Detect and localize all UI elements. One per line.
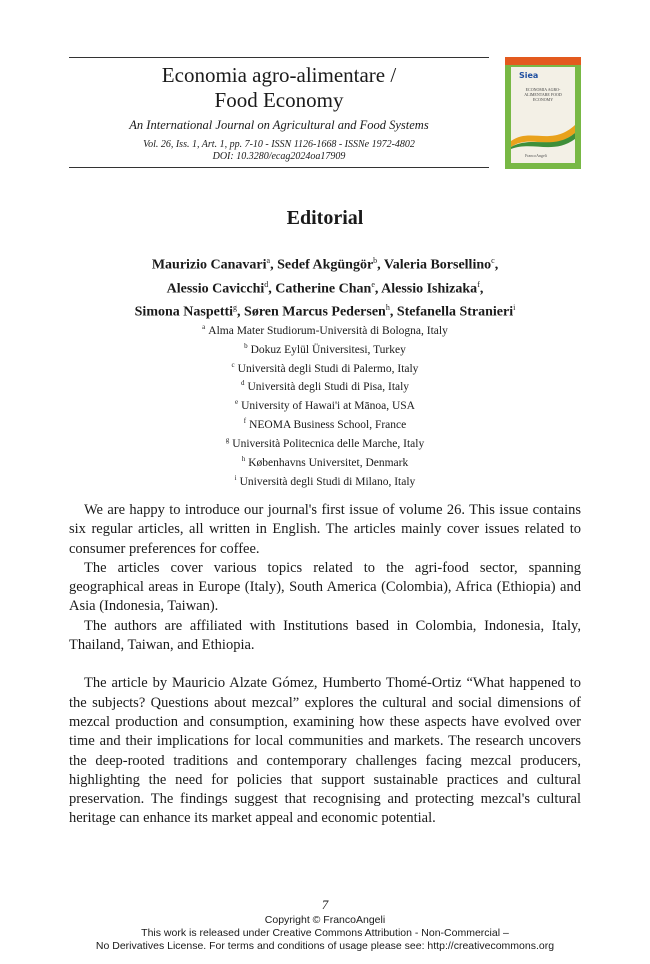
affiliation-item xyxy=(0,320,650,339)
author-name: Alessio Cavicchi xyxy=(166,281,265,297)
author-affiliation-marker: d xyxy=(264,279,269,289)
cover-logo: Siea xyxy=(519,71,539,80)
journal-title xyxy=(69,63,489,113)
affiliation-marker: c xyxy=(231,360,235,369)
affiliation-text: Università degli Studi di Pisa, Italy xyxy=(247,381,410,394)
affiliation-marker: b xyxy=(244,341,248,350)
body-paragraph: We are happy to introduce our journal's first issue of volume 26. This issue contains six regular articles, all written in English. The articles mainly cover issues related to consumer preferences for coffee. xyxy=(69,502,581,557)
affiliation-item xyxy=(0,395,650,414)
body-paragraph: The authors are affiliated with Institutions based in Colombia, Indonesia, Italy, Thailand, Taiwan, and Ethiopia. xyxy=(69,617,581,654)
author-affiliation-marker: b xyxy=(373,256,378,265)
license-footer xyxy=(0,914,650,953)
author-name: Alessio Ishizaka xyxy=(381,281,478,297)
author-affiliation-marker: f xyxy=(477,279,480,289)
journal-title-line1: Economia agro-alimentare / xyxy=(161,63,397,87)
page-number: 7 xyxy=(321,897,329,912)
affiliation-text: University of Hawai'i at Mānoa, USA xyxy=(241,400,415,413)
author-name: Valeria Borsellino xyxy=(383,257,492,273)
affiliation-item xyxy=(0,339,650,358)
body-paragraph: The articles cover various topics related to the agri-food sector, spanning geographical areas in Europe (Italy), South America (Colombia), Africa (Ethiopia) and Asia (Indonesia, Taiwan). xyxy=(69,559,581,615)
author-affiliation-marker: e xyxy=(371,279,375,289)
author-affiliation-marker: g xyxy=(233,303,238,313)
affiliation-text: Università degli Studi di Milano, Italy xyxy=(239,475,416,488)
header-top-rule xyxy=(69,57,489,58)
affiliation-text: Københavns Universitet, Denmark xyxy=(248,456,409,469)
header-bottom-rule xyxy=(69,167,489,168)
cover-panel xyxy=(511,67,575,163)
affiliation-marker: e xyxy=(234,398,239,407)
author-name: Søren Marcus Pedersen xyxy=(244,304,386,320)
affiliation-item xyxy=(0,452,650,471)
journal-subtitle: An International Journal on Agricultural and Food Systems xyxy=(129,118,429,132)
affiliation-marker: a xyxy=(202,323,206,331)
author-affiliation-marker: i xyxy=(513,303,516,313)
author-affiliation-marker: c xyxy=(491,256,495,265)
journal-header xyxy=(69,57,489,168)
body-paragraph: The article by Mauricio Alzate Gómez, Humberto Thomé-Ortiz “What happened to the subjects? Questions about mezcal” explores the cultural and social dimensions of mezcal production and consumption, examining how these aspects have evolved over time and their implications for local communities and markets. The research uncovers the deep-rooted traditions and contemporary challenges facing mezcal producers, highlighting the need for policies that support sustainable practices and cultural preservation. The findings suggest that recognising and protecting mezcal's cultural heritage can enhance its market appeal and economic potential. xyxy=(69,675,581,827)
affiliation-text: NEOMA Business School, France xyxy=(249,418,407,431)
journal-meta xyxy=(69,139,489,163)
article-body xyxy=(69,501,581,829)
affiliation-item xyxy=(0,414,650,433)
cover-top-band xyxy=(505,57,581,65)
affiliation-marker: g xyxy=(225,435,230,444)
cover-wave-graphic xyxy=(511,119,575,149)
author-affiliation-marker: a xyxy=(266,256,271,265)
author-name: Simona Naspetti xyxy=(134,304,234,320)
affiliation-marker: i xyxy=(234,473,237,482)
affiliation-list xyxy=(0,320,650,489)
journal-volume-issn: Vol. 26, Iss. 1, Art. 1, pp. 7-10 - ISSN 1126-1668 - ISSNe 1972-4802 xyxy=(143,139,415,150)
author-name: Stefanella Stranieri xyxy=(396,304,514,320)
affiliation-item xyxy=(0,358,650,377)
article-title: Editorial xyxy=(286,207,364,229)
affiliation-marker: f xyxy=(243,417,247,426)
journal-cover-image xyxy=(505,57,581,169)
journal-doi: DOI: 10.3280/ecag2024oa17909 xyxy=(212,151,346,162)
affiliation-text: Alma Mater Studiorum-Università di Bologna, Italy xyxy=(208,324,448,337)
author-affiliation-marker: h xyxy=(385,303,390,313)
affiliation-text: Università degli Studi di Palermo, Italy xyxy=(237,362,419,375)
copyright-line: Copyright © FrancoAngeli xyxy=(264,914,386,926)
cover-title-text: ECONOMIA AGRO-ALIMENTARE FOOD ECONOMY xyxy=(524,87,562,102)
author-name: Sedef Akgüngör xyxy=(277,257,374,273)
affiliation-text: Università Politecnica delle Marche, Italy xyxy=(232,437,425,450)
journal-title-line2: Food Economy xyxy=(214,88,344,112)
license-line: This work is released under Creative Commons Attribution - Non-Commercial – xyxy=(141,927,509,939)
cover-publisher: FrancoAngeli xyxy=(525,153,547,158)
affiliation-marker: h xyxy=(241,454,246,463)
author-name: Catherine Chan xyxy=(275,281,372,297)
author-name: Maurizio Canavari xyxy=(151,257,267,273)
author-list: Maurizio Canavari$^a$, Sedef Akgüngör$^b$, Valeria Borsellino$^c$, Alessio Cavicchi$^d$, Catherine Chan$^e$, Alessio Ishizaka$^f$, Simona Naspetti$^g$, Søren Marcus Pedersen$^h$, Stefanella Stranieri$^i$ xyxy=(134,256,516,320)
license-line: No Derivatives License. For terms and conditions of usage please see: http://creativecommons.org xyxy=(95,940,555,952)
affiliation-text: Dokuz Eylül Üniversitesi, Turkey xyxy=(250,343,406,356)
affiliation-item xyxy=(0,376,650,395)
affiliation-item xyxy=(0,471,650,490)
affiliation-marker: d xyxy=(240,379,245,388)
affiliation-item xyxy=(0,433,650,452)
